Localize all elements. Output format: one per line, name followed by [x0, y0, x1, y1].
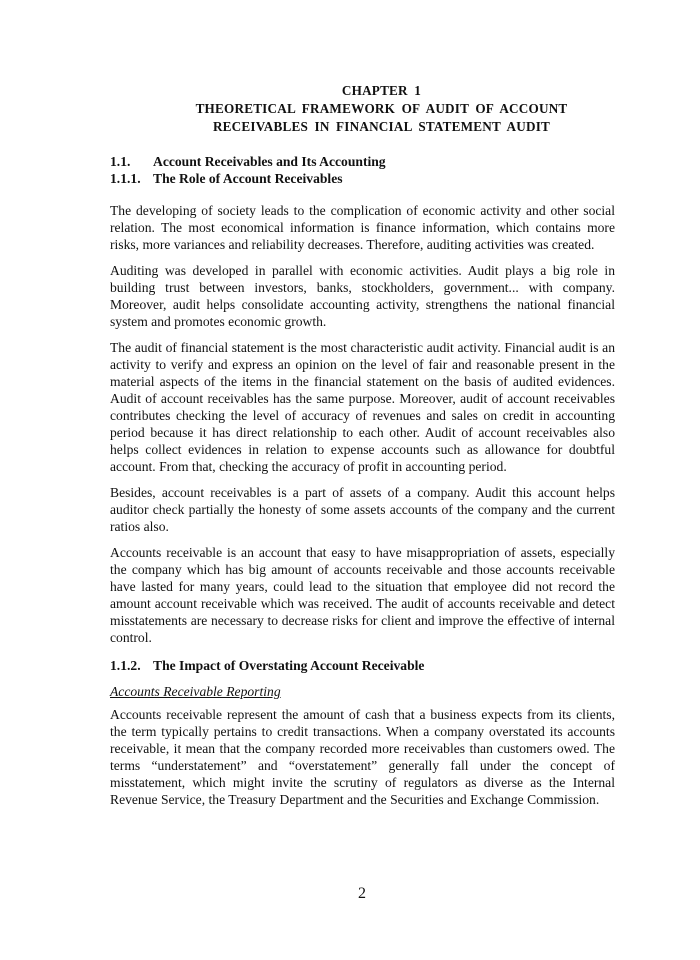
- chapter-label: CHAPTER 1: [341, 83, 422, 98]
- paragraph: The audit of financial statement is the most characteristic audit activity. Financial audit is an activity to verify and express an opinion on the level of fair and reasonable present in the material aspects of the items in the financial statement on the basis of audited evidences. Audit of account receivables has the same purpose. Moreover, audit of account receivables contributes checking the level of accuracy of revenues and sales on credit in accounting period because it has direct relationship to each other. Audit of account receivables also helps collect evidences in relation to expense accounts such as allowance for doubtful account. From that, checking the accuracy of profit in accounting period.: [110, 340, 615, 474]
- chapter-title-line-2: RECEIVABLES IN FINANCIAL STATEMENT AUDIT: [212, 119, 551, 134]
- section-title: Account Receivables and Its Accounting: [153, 154, 386, 169]
- document-page: [110, 82, 615, 808]
- section-number: 1.1.1.: [110, 171, 141, 186]
- chapter-title-block: [110, 82, 615, 136]
- page-number: 2: [358, 885, 366, 902]
- section-title: The Role of Account Receivables: [153, 171, 343, 186]
- paragraph: Auditing was developed in parallel with economic activities. Audit plays a big role in building trust between investors, banks, stockholders, government... with company. Moreover, audit helps consolidate accounting activity, strengthens the national financial system and promotes economic growth.: [110, 263, 615, 329]
- paragraph: The developing of society leads to the complication of economic activity and other social relation. The most economical information is finance information, which contains more risks, more variances and reliability decreases. Therefore, auditing activities was created.: [110, 203, 615, 252]
- section-number: 1.1.: [110, 154, 131, 169]
- section-number: 1.1.2.: [110, 658, 141, 673]
- subheading-accounts-receivable-reporting: Accounts Receivable Reporting: [110, 684, 281, 699]
- section-title: The Impact of Overstating Account Receivable: [153, 658, 425, 673]
- section-heading-1-1-2: [110, 657, 615, 674]
- chapter-title-line-1: THEORETICAL FRAMEWORK OF AUDIT OF ACCOUNT: [195, 101, 568, 116]
- paragraph: Accounts receivable represent the amount of cash that a business expects from its clients, the term typically pertains to credit transactions. When a company overstated its accounts receivable, it mean that the company recorded more receivables than customers owed. The terms “understatement” and “overstatement” generally fall under the concept of misstatement, which might invite the scrutiny of regulators as diverse as the Internal Revenue Service, the Treasury Department and the Securities and Exchange Commission.: [110, 707, 615, 807]
- section-heading-1-1-1: [110, 170, 615, 187]
- paragraph: Accounts receivable is an account that easy to have misappropriation of assets, especially the company which has big amount of accounts receivable and those accounts receivable have lasted for many years, could lead to the situation that employee did not record the amount account receivable which was received. The audit of accounts receivable and detect misstatements are necessary to decrease risks for client and improve the effective of internal control.: [110, 545, 615, 645]
- section-heading-1-1: [110, 153, 615, 170]
- paragraph: Besides, account receivables is a part of assets of a company. Audit this account helps auditor check partially the honesty of some assets accounts of the company and the current ratios also.: [110, 485, 615, 534]
